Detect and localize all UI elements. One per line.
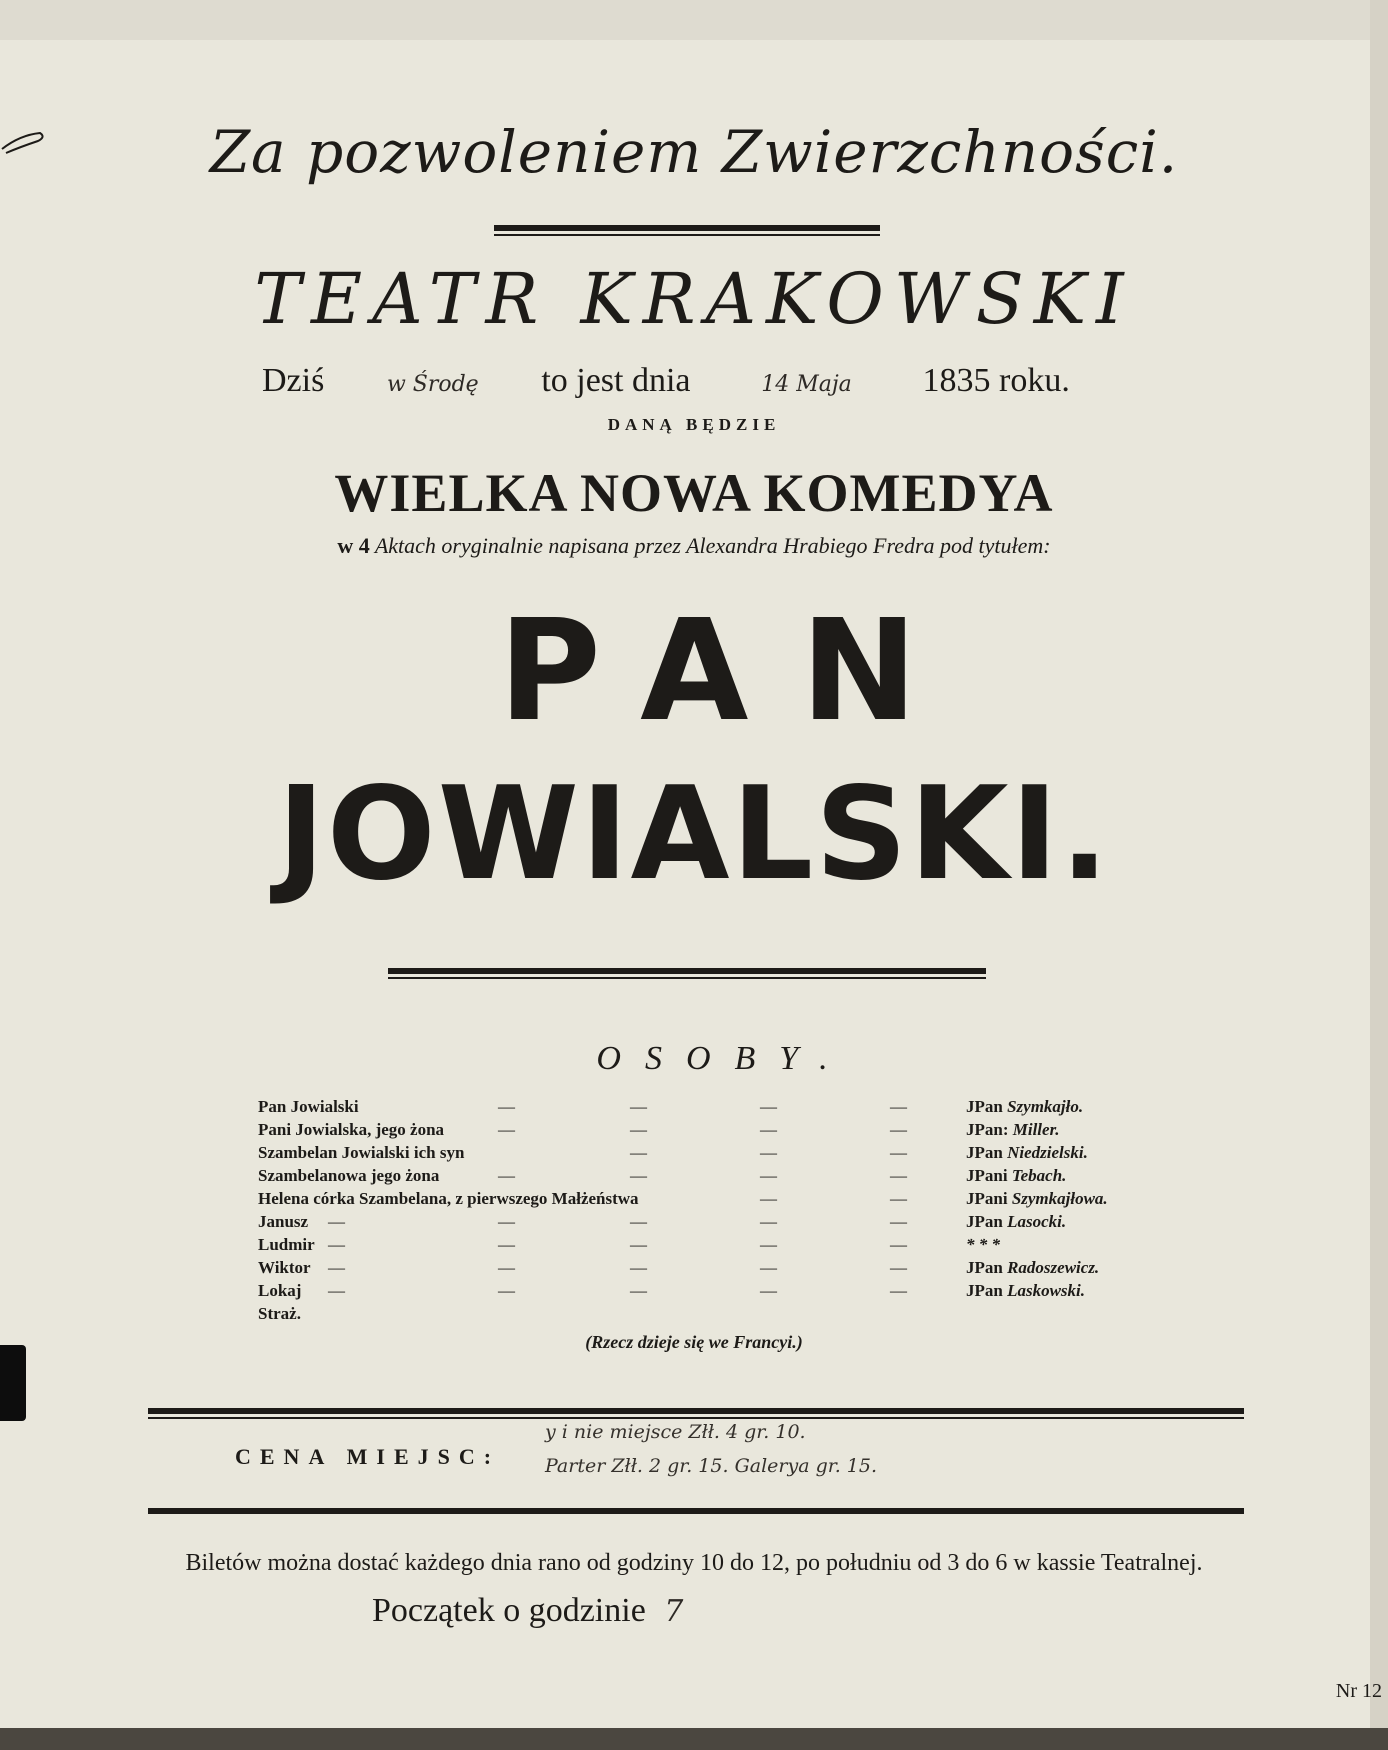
cast-row bbox=[258, 1281, 1158, 1304]
cast-role: Lokaj bbox=[258, 1281, 302, 1300]
cast-actor-title: JPani bbox=[966, 1166, 1008, 1185]
cast-actor-title: JPan bbox=[966, 1258, 1003, 1277]
cast-row bbox=[258, 1143, 1158, 1166]
cast-actor-name: Miller. bbox=[1012, 1120, 1060, 1139]
cast-dash: — bbox=[760, 1212, 777, 1231]
handwritten-prices-line-2: Parter Złł. 2 gr. 15. Galerya gr. 15. bbox=[545, 1455, 878, 1477]
cast-dash: — bbox=[630, 1212, 647, 1231]
prices-rule-top bbox=[148, 1408, 1244, 1414]
cast-actor-name: Laskowski. bbox=[1007, 1281, 1086, 1300]
date-year: 1835 roku. bbox=[922, 362, 1070, 399]
handwritten-date: 14 Maja bbox=[761, 372, 852, 397]
prices-label: CENA MIEJSC: bbox=[235, 1444, 501, 1469]
subtitle-prefix: w 4 bbox=[337, 533, 370, 558]
paper-top-edge bbox=[0, 0, 1388, 40]
cast-dash: — bbox=[760, 1166, 777, 1185]
handwritten-prices-line-1: y i nie miejsce Złł. 4 gr. 10. bbox=[545, 1421, 806, 1443]
subtitle-text: Aktach oryginalnie napisana przez Alexandra Hrabiego Fredra pod tytułem: bbox=[374, 533, 1051, 558]
cast-dash: — bbox=[890, 1281, 907, 1300]
cast-actor-title: JPan bbox=[966, 1212, 1003, 1231]
cast-row bbox=[258, 1120, 1158, 1143]
cast-role: Pani Jowialska, jego żona bbox=[258, 1120, 445, 1139]
cast-actor-name: Radoszewicz. bbox=[1007, 1258, 1100, 1277]
cast-actor-name: Lasocki. bbox=[1007, 1212, 1067, 1231]
cast-actor bbox=[966, 1258, 1099, 1278]
cast-dash: — bbox=[498, 1235, 515, 1254]
cast-actor bbox=[966, 1235, 1000, 1255]
subtitle-line bbox=[0, 533, 1388, 559]
cast-dash: — bbox=[630, 1120, 647, 1139]
cast-list bbox=[258, 1097, 1158, 1327]
cast-dash: — bbox=[890, 1258, 907, 1277]
cast-actor-name: Tebach. bbox=[1011, 1166, 1067, 1185]
handwritten-start-hour: 7 bbox=[664, 1594, 684, 1629]
cast-dash: — bbox=[630, 1235, 647, 1254]
cast-dash: — bbox=[328, 1212, 345, 1231]
cast-actor-name: Niedzielski. bbox=[1007, 1143, 1088, 1162]
cast-actor bbox=[966, 1097, 1083, 1117]
cast-actor-title: JPan bbox=[966, 1281, 1003, 1300]
cast-actor bbox=[966, 1189, 1108, 1209]
header-rule-thin bbox=[494, 234, 880, 236]
cast-actor-name: Szymkajło. bbox=[1007, 1097, 1084, 1116]
ticket-info: Biletów można dostać każdego dnia rano od godziny 10 do 12, po południu od 3 do 6 w kassie Teatralnej. bbox=[185, 1550, 1203, 1576]
cast-dash: — bbox=[890, 1143, 907, 1162]
cast-role: Szambelanowa jego żona bbox=[258, 1166, 440, 1185]
cast-dash: — bbox=[890, 1166, 907, 1185]
cast-actor-name: Szymkajłowa. bbox=[1011, 1189, 1108, 1208]
cast-row bbox=[258, 1212, 1158, 1235]
date-line bbox=[262, 362, 1070, 400]
cast-dash: — bbox=[498, 1097, 515, 1116]
cast-dash: — bbox=[498, 1281, 515, 1300]
cast-row bbox=[258, 1166, 1158, 1189]
cast-dash: — bbox=[630, 1143, 647, 1162]
cast-dash: — bbox=[498, 1166, 515, 1185]
cast-dash: — bbox=[760, 1281, 777, 1300]
cast-actor-title: JPan bbox=[966, 1097, 1003, 1116]
announcement: DANĄ BĘDZIE bbox=[607, 415, 781, 434]
title-rule-thin bbox=[388, 977, 986, 979]
cast-role: Ludmir bbox=[258, 1235, 315, 1254]
cast-dash: — bbox=[760, 1258, 777, 1277]
cast-row bbox=[258, 1235, 1158, 1258]
cast-dash: — bbox=[630, 1281, 647, 1300]
cast-dash: — bbox=[328, 1281, 345, 1300]
cast-role: Pan Jowialski bbox=[258, 1097, 359, 1116]
start-time-line bbox=[372, 1592, 683, 1630]
start-label: Początek o godzinie bbox=[372, 1592, 646, 1629]
cast-dash: — bbox=[328, 1258, 345, 1277]
cast-row bbox=[258, 1304, 1158, 1327]
theatre-name: TEATR KRAKOWSKI bbox=[254, 258, 1134, 340]
prices-rule-bottom bbox=[148, 1508, 1244, 1514]
cast-role: Straż. bbox=[258, 1304, 301, 1323]
handwritten-day: w Środę bbox=[386, 372, 479, 397]
cast-dash: — bbox=[760, 1120, 777, 1139]
cast-dash: — bbox=[890, 1120, 907, 1139]
cast-role: Wiktor bbox=[258, 1258, 311, 1277]
cast-dash: — bbox=[498, 1212, 515, 1231]
cast-actor bbox=[966, 1120, 1060, 1140]
title-line-1: PAN bbox=[498, 590, 970, 753]
binder-tab bbox=[0, 1345, 26, 1421]
cast-actor bbox=[966, 1212, 1066, 1232]
date-middle: to jest dnia bbox=[541, 362, 691, 399]
cast-role: Szambelan Jowialski ich syn bbox=[258, 1143, 465, 1162]
cast-actor-title: JPan: bbox=[966, 1120, 1009, 1139]
cast-row bbox=[258, 1189, 1158, 1212]
handwritten-prices bbox=[545, 1415, 1065, 1483]
cast-actor bbox=[966, 1143, 1088, 1163]
archive-number: Nr 12 bbox=[1335, 1680, 1382, 1702]
cast-heading: OSOBY. bbox=[596, 1040, 852, 1077]
cast-dash: — bbox=[630, 1258, 647, 1277]
cast-row bbox=[258, 1258, 1158, 1281]
cast-role: Helena córka Szambelana, z pierwszego Małżeństwa bbox=[258, 1189, 639, 1208]
cast-dash: — bbox=[890, 1212, 907, 1231]
cast-dash: — bbox=[630, 1166, 647, 1185]
comedy-heading: WIELKA NOWA KOMEDYA bbox=[334, 463, 1054, 523]
cast-actor-title: JPan bbox=[966, 1143, 1003, 1162]
cast-dash: — bbox=[498, 1258, 515, 1277]
cast-dash: — bbox=[890, 1235, 907, 1254]
cast-row bbox=[258, 1097, 1158, 1120]
paper-bottom-edge bbox=[0, 1728, 1388, 1750]
permission-header: Za pozwoleniem Zwierzchności. bbox=[209, 118, 1179, 186]
title-rule bbox=[388, 968, 986, 974]
cast-dash: — bbox=[760, 1189, 777, 1208]
setting-note: (Rzecz dzieje się we Francyi.) bbox=[585, 1332, 803, 1352]
date-prefix: Dziś bbox=[262, 362, 325, 399]
title-line-2: JOWIALSKI. bbox=[277, 760, 1111, 909]
cast-actor bbox=[966, 1166, 1066, 1186]
cast-actor-name: * * * bbox=[966, 1235, 1000, 1254]
cast-dash: — bbox=[630, 1097, 647, 1116]
cast-dash: — bbox=[328, 1235, 345, 1254]
cast-role: Janusz bbox=[258, 1212, 309, 1231]
cast-actor bbox=[966, 1281, 1085, 1301]
cast-dash: — bbox=[760, 1143, 777, 1162]
cast-dash: — bbox=[890, 1189, 907, 1208]
cast-actor-title: JPani bbox=[966, 1189, 1008, 1208]
cast-dash: — bbox=[890, 1097, 907, 1116]
cast-dash: — bbox=[498, 1120, 515, 1139]
cast-dash: — bbox=[760, 1097, 777, 1116]
cast-dash: — bbox=[760, 1235, 777, 1254]
header-rule bbox=[494, 225, 880, 231]
